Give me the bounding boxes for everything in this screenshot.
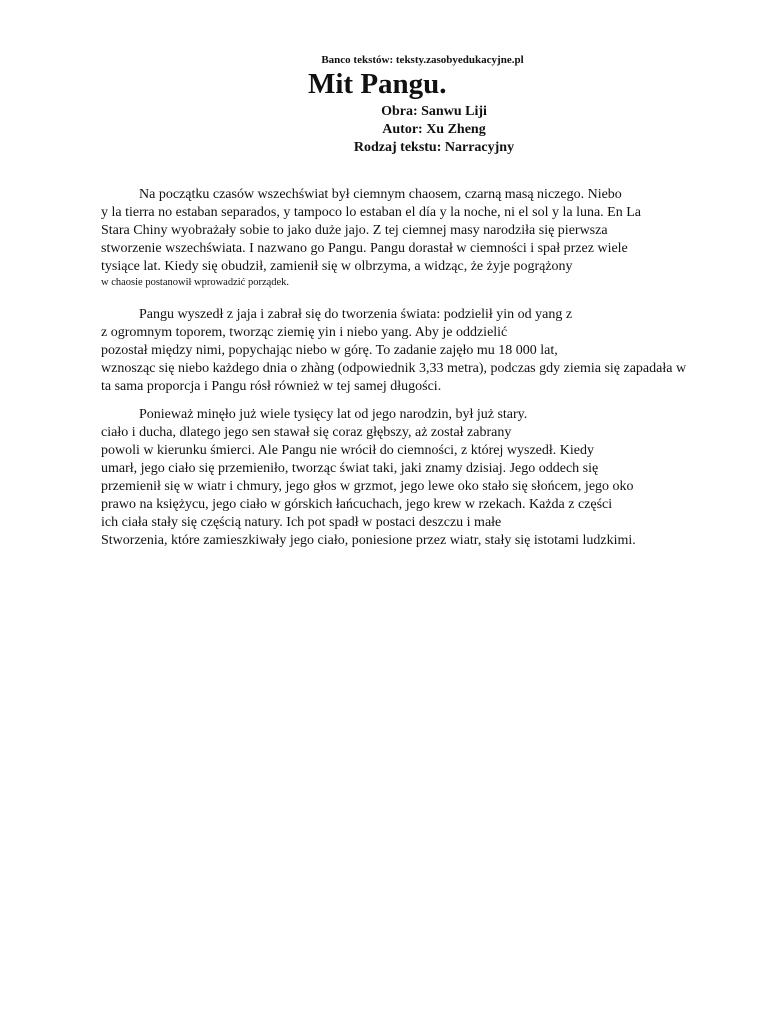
paragraph-1 (101, 186, 761, 290)
text-line: pozostał między nimi, popychając niebo w górę. To zadanie zajęło mu 18 000 lat, (101, 343, 558, 358)
text-line: Na początku czasów wszechświat był ciemnym chaosem, czarną masą niczego. Niebo (139, 187, 622, 202)
text-line: przemienił się w wiatr i chmury, jego głos w grzmot, jego lewe oko stało się słońcem, jego oko (101, 479, 634, 494)
text-line: Stara Chiny wyobrażały sobie to jako duże jajo. Z tej ciemnej masy narodziła się pierwsza (101, 223, 608, 238)
text-line: Pangu wyszedł z jaja i zabrał się do tworzenia świata: podzielił yin od yang z (139, 307, 573, 322)
paragraph-3 (101, 406, 761, 550)
text-line: prawo na księżycu, jego ciało w górskich łańcuchach, jego krew w rzekach. Każda z części (101, 497, 613, 512)
text-line: ich ciała stały się częścią natury. Ich pot spadł w postaci deszczu i małe (101, 515, 502, 530)
text-line: ta sama proporcja i Pangu rósł również w tej samej długości. (101, 379, 442, 394)
source-line: Banco tekstów: teksty.zasobyedukacyjne.pl (321, 54, 524, 66)
text-line: y la tierra no estaban separados, y tampoco lo estaban el día y la noche, ni el sol y la luna. En La (101, 205, 641, 220)
work-line: Obra: Sanwu Liji (381, 104, 487, 119)
text-line: ciało i ducha, dlatego jego sen stawał się coraz głębszy, aż został zabrany (101, 425, 512, 440)
text-line: Stworzenia, które zamieszkiwały jego ciało, poniesione przez wiatr, stały się istotami ludzkimi. (101, 533, 636, 548)
genre-line: Rodzaj tekstu: Narracyjny (353, 140, 515, 155)
text-line: z ogromnym toporem, tworząc ziemię yin i niebo yang. Aby je oddzielić (101, 325, 508, 340)
text-line: w chaosie postanowił wprowadzić porządek. (101, 277, 290, 288)
text-line: powoli w kierunku śmierci. Ale Pangu nie wrócił do ciemności, z której wyszedł. Kiedy (101, 443, 595, 458)
text-line: stworzenie wszechświata. I nazwano go Pangu. Pangu dorastał w ciemności i spał przez wiele (101, 241, 628, 256)
text-line: Ponieważ minęło już wiele tysięcy lat od jego narodzin, był już stary. (139, 407, 528, 422)
text-line: tysiące lat. Kiedy się obudził, zamienił się w olbrzyma, a widząc, że żyje pogrążony (101, 259, 573, 274)
text-line: umarł, jego ciało się przemieniło, tworząc świat taki, jaki znamy dzisiaj. Jego oddech się (101, 461, 599, 476)
document-title: Mit Pangu. (308, 68, 447, 100)
text-line: wznosząc się niebo każdego dnia o zhàng (odpowiednik 3,33 metra), podczas gdy ziemia się zapadała w (101, 361, 687, 376)
paragraph-2 (101, 306, 761, 396)
author-line: Autor: Xu Zheng (382, 122, 486, 137)
